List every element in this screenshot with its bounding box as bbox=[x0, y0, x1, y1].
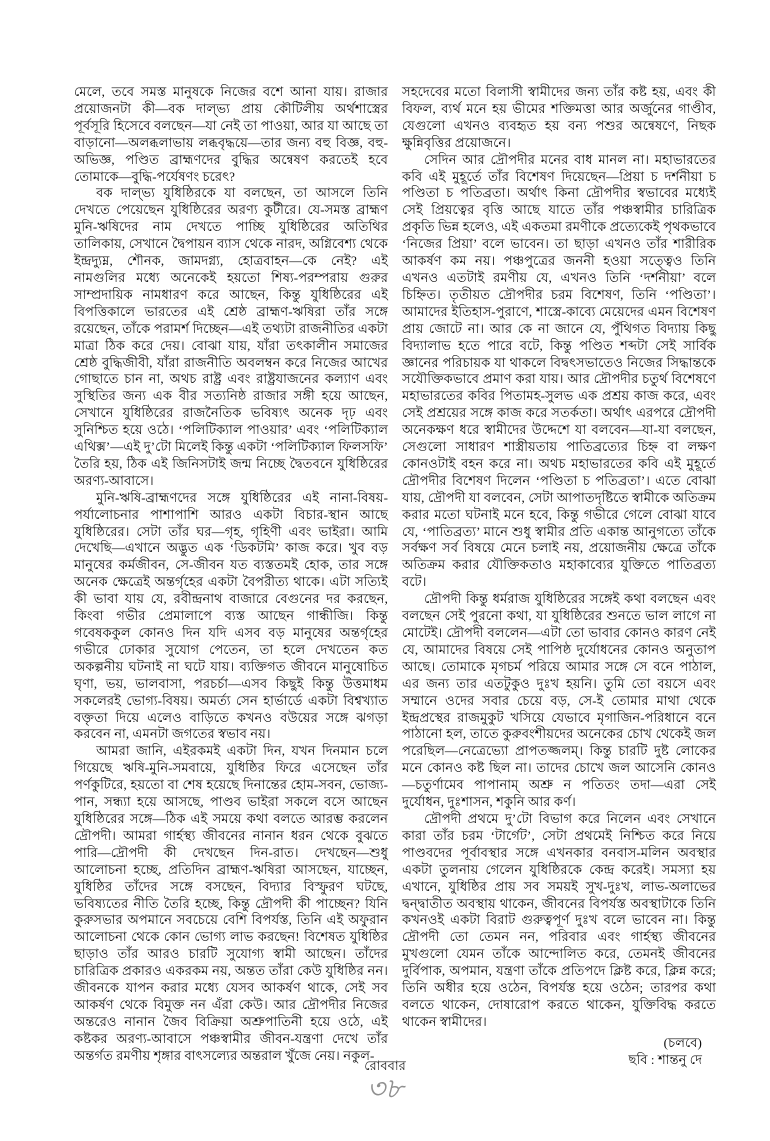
right-column bbox=[402, 84, 716, 1069]
article-body bbox=[74, 84, 716, 1069]
paragraph-continuation: সহদেবের মতো বিলাসী স্বামীদের জন্য তাঁর কষ্ট হয়, এবং কী বিফল, ব্যর্থ মনে হয় ভীমের শক্তিমত্তা আর অর্জুনের গাণ্ডীব, যেগুলো এখনও ব্যবহৃত হয় বন্য পশুর অন্বেষণে, নিছক ক্ষুন্নিবৃত্তির প্রয়োজনে। bbox=[402, 84, 716, 150]
paragraph: আমরা জানি, এইরকমই একটা দিন, যখন দিনমান চলে গিয়েছে ঋষি-মুনি-সমবায়ে, যুধিষ্ঠির ফিরে এসেছেন তাঁর পর্ণকুটিরে, হয়তো বা শেষ হয়েছে দিনান্তের হোম-সবন, ভোজ্য-পান, সন্ধ্যা হয়ে আসছে, পাণ্ডব ভাইরা সকলে বসে আছেন যুধিষ্ঠিরের সঙ্গে—ঠিক এই সময়ে কথা বলতে আরম্ভ করলেন দ্রৌপদী। আমরা গার্হস্থ্য জীবনের নানান ধরন থেকে বুঝতে পারি—দ্রৌপদী কী দেখছেন দিন-রাত। দেখছেন—শুধু আলোচনা হচ্ছে, প্রতিদিন ব্রাহ্মণ-ঋষিরা আসছেন, যাচ্ছেন, যুধিষ্ঠির তাঁদের সঙ্গে বসছেন, বিদ্যার বিস্ফুরণ ঘটছে, ভবিষ্যতের নীতি তৈরি হচ্ছে, কিন্তু দ্রৌপদী কী পাচ্ছেন? যিনি কুরুসভার অপমানে সবচেয়ে বেশি বিপর্যস্ত, তিনি এই অফুরান আলোচনা থেকে কোন ভোগ্য লাভ করছেন! বিশেষত যুধিষ্ঠির ছাড়াও তাঁর আরও চারটি সুযোগ্য স্বামী আছেন। তাঁদের চারিত্রিক প্রকারও একরকম নয়, অন্তত তাঁরা কেউ যুধিষ্ঠির নন। জীবনকে যাপন করার মধ্যে যেসব আকর্ষণ থাকে, সেই সব আকর্ষণ থেকে বিমুক্ত নন এঁরা কেউ। আর দ্রৌপদীর নিজের অন্তরেও নানান জৈব বিক্রিয়া অশ্রুপাতিনী হয়ে ওঠে, এই কষ্টকর অরণ্য-আবাসে পঞ্চস্বামীর জীবন-যন্ত্রণা দেখে তাঁর অন্তর্গত রমণীয় শৃঙ্গার বাৎসল্যের অন্তরাল খুঁজে নেয়। নকুল- bbox=[74, 743, 388, 1063]
left-column bbox=[74, 84, 388, 1069]
masthead-title: রোববার bbox=[364, 1058, 406, 1073]
paragraph: বক দাল্ভ্য যুধিষ্ঠিরকে যা বলছেন, তা আসলে তিনি দেখতে পেয়েছেন যুধিষ্ঠিরের অরণ্য কুটীরে। যে-সমস্ত ব্রাহ্মণ মুনি-ঋষিদের নাম দেখতে পাচ্ছি যুধিষ্ঠিরের অতিথির তালিকায়, সেখানে দ্বৈপায়ন ব্যাস থেকে নারদ, অগ্নিবেশ্য থেকে ইন্দ্রদ্যুম্ন, শৌনক, জামদগ্ন্য, হোত্রবাহন—কে নেই? এই নামগুলির মধ্যে অনেকেই হয়তো শিষ্য-পরম্পরায় গুরুর সাম্প্রদায়িক নামধারণ করে আছেন, কিন্তু যুধিষ্ঠিরের এই বিপত্তিকালে ভারতের এই শ্রেষ্ঠ ব্রাহ্মণ-ঋষিরা তাঁর সঙ্গে রয়েছেন, তাঁকে পরামর্শ দিচ্ছেন—এই তথ্যটা রাজনীতির একটা মাত্রা ঠিক করে দেয়। বোঝা যায়, যাঁরা তৎকালীন সমাজের শ্রেষ্ঠ বুদ্ধিজীবী, যাঁরা রাজনীতি অবলম্বন করে নিজের আখের গোছাতে চান না, অথচ রাষ্ট্র এবং রাষ্ট্রযাজনের কল্যাণ এবং সুস্থিতির জন্য এক বীর সত্যনিষ্ঠ রাজার সঙ্গী হয়ে আছেন, সেখানে যুধিষ্ঠিরের রাজনৈতিক ভবিষ্যৎ অনেক দৃঢ় এবং সুনিশ্চিত হয়ে ওঠে। ‘পলিটিক্যাল পাওয়ার’ এবং ‘পলিটিক্যাল এথিক্স’—এই দু’টো মিলেই কিন্তু একটা ‘পলিটিক্যাল ফিলসফি’ তৈরি হয়, ঠিক এই জিনিসটাই জন্ম নিচ্ছে দ্বৈতবনে যুধিষ্ঠিরের অরণ্য-আবাসে। bbox=[74, 185, 388, 488]
photo-credit: ছবি : শান্তনু দে bbox=[628, 1051, 702, 1067]
to-be-continued-note: (চলবে) bbox=[663, 1034, 702, 1050]
paragraph: দ্রৌপদী প্রথমে দু’টো বিভাগ করে নিলেন এবং সেখানে কারা তাঁর চরম ‘টার্গেট’, সেটা প্রথমেই নিশ্চিত করে নিয়ে পাণ্ডবদের পূর্বাবস্থার সঙ্গে এখনকার বনবাস-মলিন অবস্থার একটা তুলনায় গেলেন যুধিষ্ঠিরকে কেন্দ্র করেই। সমস্যা হয় এখানে, যুধিষ্ঠির প্রায় সব সময়ই সুখ-দুঃখ, লাভ-অলাভের দ্বন্দ্বাতীত অবস্থায় থাকেন, জীবনের বিপর্যস্ত অবস্থাটাকে তিনি কখনওই একটা বিরাট গুরুত্বপূর্ণ দুঃখ বলে ভাবেন না। কিন্তু দ্রৌপদী তো তেমন নন, পরিবার এবং গার্হস্থ্য জীবনের মুখগুলো যেমন তাঁকে আন্দোলিত করে, তেমনই জীবনের দুর্বিপাক, অপমান, যন্ত্রণা তাঁকে প্রতিপদে ক্লিষ্ট করে, ক্লিন্ন করে; তিনি অধীর হয়ে ওঠেন, বিপর্যস্ত হয়ে ওঠেন; তারপর কথা বলতে থাকেন, দোষারোপ করতে থাকেন, যুক্তিবিদ্ধ করতে থাকেন স্বামীদের। bbox=[402, 810, 716, 1029]
page-footer bbox=[0, 1058, 770, 1105]
page-number: ৩৮ bbox=[366, 1074, 404, 1105]
paragraph-continuation: মেলে, তবে সমস্ত মানুষকে নিজের বশে আনা যায়। রাজার প্রয়োজনটা কী—বক দাল্ভ্য প্রায় কৌটিলীয় অর্থশাস্ত্রের পূর্বসূরি হিসেবে বলছেন—যা নেই তা পাওয়া, আর যা আছে তা বাড়ানো—অলব্ধলাভায় লব্ধবৃদ্ধয়ে—তার জন্য বহু বিজ্ঞ, বহু-অভিজ্ঞ, পণ্ডিত ব্রাহ্মণদের বুদ্ধির অন্বেষণ করতেই হবে তোমাকে—বুদ্ধি-পর্যেষণং চরেৎ? bbox=[74, 84, 388, 184]
paragraph: দ্রৌপদী কিন্তু ধর্মরাজ যুধিষ্ঠিরের সঙ্গেই কথা বলছেন এবং বলছেন সেই পুরনো কথা, যা যুধিষ্ঠিরের শুনতে ভাল লাগে না মোটেই। দ্রৌপদী বললেন—এটা তো ভাবার কোনও কারণ নেই যে, আমাদের বিষয়ে সেই পাপিষ্ঠ দুর্যোধনের কোনও অনুতাপ আছে। তোমাকে মৃগচর্ম পরিয়ে আমার সঙ্গে সে বনে পাঠাল, এর জন্য তার এতটুকুও দুঃখ হয়নি। তুমি তো বয়সে এবং সম্মানে ওদের সবার চেয়ে বড়, সে-ই তোমার মাথা থেকে ইন্দ্রপ্রস্থের রাজমুকুট খসিয়ে যেভাবে মৃগাজিন-পরিধানে বনে পাঠানো হল, তাতে কুরুবংশীয়দের অনেকের চোখ থেকেই জল পরেছিল—নেত্রেভ্যো প্রাপতজ্জলম্। কিন্তু চারটি দুষ্ট লোকের মনে কোনও কষ্ট ছিল না। তাদের চোখে জল আসেনি কোনও—চতুর্ণামেব পাপানাম্ অশ্রু ন পতিতং তদা—এরা সেই দুর্যোধন, দুঃশাসন, শকুনি আর কর্ণ। bbox=[402, 591, 716, 810]
paragraph: সেদিন আর দ্রৌপদীর মনের বাধ মানল না। মহাভারতের কবি এই মুহূর্তে তাঁর বিশেষণ দিয়েছেন—প্রিয়া চ দর্শনীয়া চ পণ্ডিতা চ পতিব্রতা। অর্থাৎ কিনা দ্রৌপদীর স্বভাবের মধ্যেই সেই প্রিয়ত্বের বৃত্তি আছে যাতে তাঁর পঞ্চস্বামীর চারিত্রিক প্রকৃতি ভিন্ন হলেও, এই একতমা রমণীকে প্রত্যেকেই পৃথকভাবে ‘নিজের প্রিয়া’ বলে ভাবেন। তা ছাড়া এখনও তাঁর শারীরিক আকর্ষণ কম নয়। পঞ্চপুত্রের জননী হওয়া সত্ত্বেও তিনি এখনও এতটাই রমণীয় যে, এখনও তিনি ‘দর্শনীয়া’ বলে চিহ্নিত। তৃতীয়ত দ্রৌপদীর চরম বিশেষণ, তিনি ‘পণ্ডিতা’। আমাদের ইতিহাস-পুরাণে, শাস্ত্রে-কাব্যে মেয়েদের এমন বিশেষণ প্রায় জোটে না। আর কে না জানে যে, পুঁথিগত বিদ্যায় কিছু বিদ্যালাভ হতে পারে বটে, কিন্তু পণ্ডিত শব্দটা সেই সার্বিক জ্ঞানের পরিচায়ক যা থাকলে বিদ্বৎসভাতেও নিজের সিদ্ধান্তকে সযৌক্তিকভাবে প্রমাণ করা যায়। আর দ্রৌপদীর চতুর্থ বিশেষণে মহাভারতের কবির পিতামহ-সুলভ এক প্রশ্রয় কাজ করে, এবং সেই প্রশ্রয়ের সঙ্গে কাজ করে সতর্কতা। অর্থাৎ এরপরে দ্রৌপদী অনেকক্ষণ ধরে স্বামীদের উদ্দেশে যা বলবেন—যা-যা বলছেন, সেগুলো সাধারণ শাস্ত্রীয়তায় পাতিব্রত্যের চিহ্ন বা লক্ষণ কোনওটাই বহন করে না। অথচ মহাভারতের কবি এই মুহূর্তে দ্রৌপদীর বিশেষণ দিলেন ‘পণ্ডিতা চ পতিব্রতা’। এতে বোঝা যায়, দ্রৌপদী যা বলবেন, সেটা আপাতদৃষ্টিতে স্বামীকে অতিক্রম করার মতো ঘটনাই মনে হবে, কিন্তু গভীরে গেলে বোঝা যাবে যে, ‘পাতিব্রত্য’ মানে শুধু স্বামীর প্রতি একান্ত আনুগত্যে তাঁকে সর্বক্ষণ সর্ব বিষয়ে মেনে চলাই নয়, প্রয়োজনীয় ক্ষেত্রে তাঁকে অতিক্রম করার যৌক্তিকতাও মহাকাব্যের যুক্তিতে পাতিব্রত্য বটে। bbox=[402, 151, 716, 590]
paragraph: মুনি-ঋষি-ব্রাহ্মণদের সঙ্গে যুধিষ্ঠিরের এই নানা-বিষয়-পর্যালোচনার পাশাপাশি আরও একটা বিচার-স্থান আছে যুধিষ্ঠিরের। সেটা তাঁর ঘর—গৃহ, গৃহিণী এবং ভাইরা। আমি দেখেছি—এখানে অদ্ভুত এক ‘ডিকটমি’ কাজ করে। খুব বড় মানুষের কর্মজীবন, সে-জীবন যত ব্যস্ততমই হোক, তার সঙ্গে অনেক ক্ষেত্রেই অন্তর্গৃহের একটা বৈপরীত্য থাকে। এটা সত্যিই কী ভাবা যায় যে, রবীন্দ্রনাথ বাজারে বেগুনের দর করছেন, কিংবা গভীর প্রেমালাপে ব্যস্ত আছেন গান্ধীজি। কিন্তু গবেষককুল কোনও দিন যদি এসব বড় মানুষের অন্তর্গৃহের গভীরে ঢোকার সুযোগ পেতেন, তা হলে দেখতেন কত অকল্পনীয় ঘটনাই না ঘটে যায়। ব্যক্তিগত জীবনে মানুষোচিত ঘৃণা, ভয়, ভালবাসা, পরচর্চা—এসব কিছুই কিন্তু উত্তমাধম সকলেরই ভোগ্য-বিষয়। অমর্ত্য সেন হার্ভার্ডে একটা বিশ্বখ্যাত বক্তৃতা দিয়ে এলেও বাড়িতে কখনও বউয়ের সঙ্গে ঝগড়া করবেন না, এমনটা জগতের স্বভাব নয়। bbox=[74, 489, 388, 742]
